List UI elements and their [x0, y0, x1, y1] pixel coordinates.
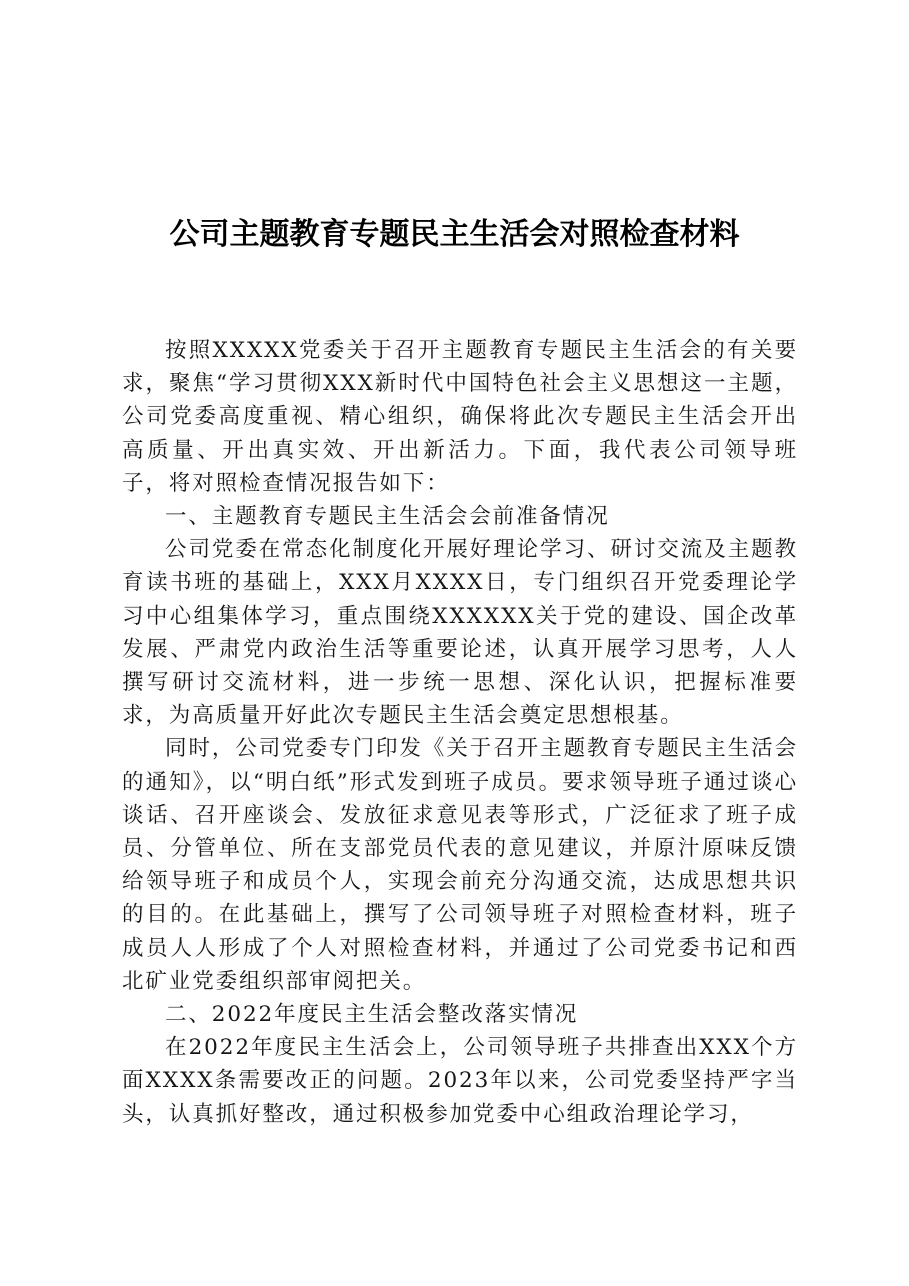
section-2-paragraph-1: 在2022年度民主生活会上，公司领导班子共排查出XXX个方面XXXX条需要改正的问题。2023年以来，公司党委坚持严字当头，认真抓好整改，通过积极参加党委中心组政治理论学习， [122, 1035, 798, 1127]
section-1-paragraph-1: 公司党委在常态化制度化开展好理论学习、研讨交流及主题教育读书班的基础上，XXX月XXXX日，专门组织召开党委理论学习中心组集体学习，重点围绕XXXXXX关于党的建设、国企改革发展、严肃党内政治生活等重要论述，认真开展学习思考，人人撰写研讨交流材料，进一步统一思想、深化认识，把握标准要求，为高质量开好此次专题民主生活会奠定思想根基。 [122, 537, 798, 729]
section-1-paragraph-2: 同时，公司党委专门印发《关于召开主题教育专题民主生活会的通知》，以“明白纸”形式发到班子成员。要求领导班子通过谈心谈话、召开座谈会、发放征求意见表等形式，广泛征求了班子成员、分管单位、所在支部党员代表的意见建议，并原汁原味反馈给领导班子和成员个人，实现会前充分沟通交流，达成思想共识的目的。在此基础上，撰写了公司领导班子对照检查材料，班子成员人人形成了个人对照检查材料，并通过了公司党委书记和西北矿业党委组织部审阅把关。 [122, 736, 798, 994]
document-body [122, 334, 798, 1131]
document-title: 公司主题教育专题民主生活会对照检查材料 [169, 217, 740, 252]
intro-paragraph: 按照XXXXX党委关于召开主题教育专题民主生活会的有关要求，聚焦“学习贯彻XXX新时代中国特色社会主义思想这一主题，公司党委高度重视、精心组织，确保将此次专题民主生活会开出高质量、开出真实效、开出新活力。下面，我代表公司领导班子，将对照检查情况报告如下： [122, 338, 798, 496]
section-heading-1: 一、主题教育专题民主生活会会前准备情况 [165, 504, 610, 530]
section-heading-2: 二、2022年度民主生活会整改落实情况 [165, 1002, 579, 1028]
